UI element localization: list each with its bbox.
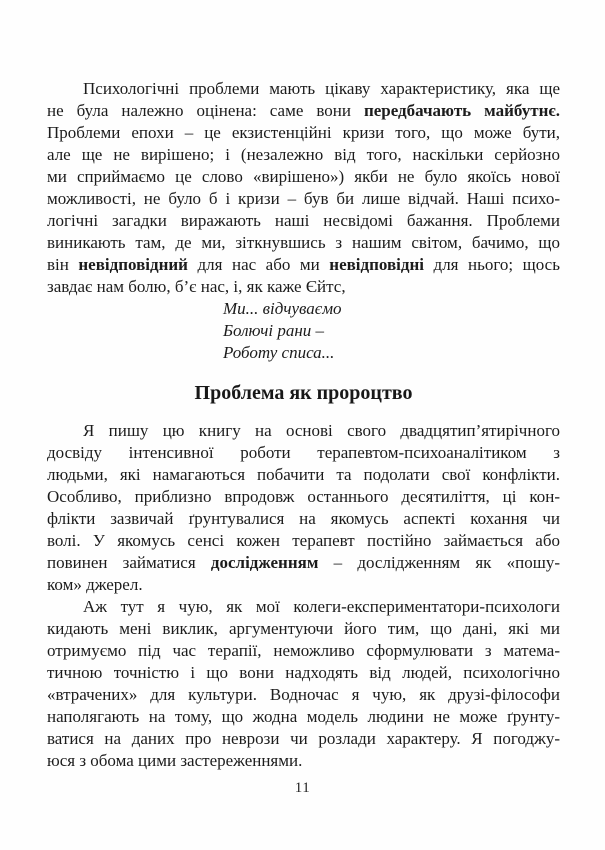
- text-line: [47, 508, 560, 530]
- text-line: [47, 254, 560, 276]
- text-line: [47, 100, 560, 122]
- text-line: [47, 276, 560, 298]
- bold-emphasis: дослідженням: [210, 553, 319, 572]
- text-run: не була належно оцінена: саме вони: [47, 101, 364, 120]
- text-line: [47, 596, 560, 618]
- text-run: людьми, які намагаються побачити та подолати свої конфлікти.: [47, 465, 560, 484]
- text-run: Я пишу цю книгу на основі свого двадцятип’ятирічного: [83, 421, 560, 440]
- text-line: [47, 662, 560, 684]
- text-run: кидають мені виклик, аргументуючи його тим, що дані, які ми: [47, 619, 560, 638]
- verse-line: Роботу списа...: [223, 343, 335, 362]
- text-line: [47, 464, 560, 486]
- text-run: юся з обома цими застереженнями.: [47, 751, 303, 770]
- text-run: ком» джерел.: [47, 575, 143, 594]
- text-line: [47, 640, 560, 662]
- text-run: Психологічні проблеми мають цікаву характеристику, яка ще: [83, 79, 560, 98]
- text-run: виникають там, де ми, зіткнувшись з нашим світом, бачимо, що: [47, 233, 560, 252]
- paragraph: [47, 78, 560, 298]
- bold-emphasis: невідповідні: [329, 255, 425, 274]
- text-run: флікти зазвичай ґрунтувалися на якомусь аспекті кохання чи: [47, 509, 560, 528]
- section-heading: Проблема як пророцтво: [194, 382, 413, 404]
- page-number: 11: [294, 780, 311, 796]
- text-run: повинен займатися: [47, 553, 211, 572]
- text-line: [47, 420, 560, 442]
- text-run: отримуємо під час терапії, неможливо сформулювати з матема-: [47, 641, 560, 660]
- text-run: для нього; щось: [424, 255, 560, 274]
- text-line: [47, 684, 560, 706]
- text-run: для нас або ми: [187, 255, 330, 274]
- text-line: [47, 232, 560, 254]
- text-line: [47, 552, 560, 574]
- text-line: [47, 144, 560, 166]
- text-run: волі. У якомусь сенсі кожен терапевт постійно займається або: [47, 531, 560, 550]
- text-run: наполягають на тому, що жодна модель людини не може ґрунту-: [47, 707, 560, 726]
- bold-emphasis: невідповідний: [78, 255, 188, 274]
- paragraph: [47, 596, 560, 772]
- text-line: [47, 618, 560, 640]
- text-run: досвіду інтенсивної роботи терапевтом-психоаналітиком з: [47, 443, 560, 462]
- text-run: можливості, не було б і кризи – був би лише відчай. Наші психо-: [47, 189, 560, 208]
- verse-line: Болючі рани –: [223, 321, 325, 340]
- bold-emphasis: передбачають майбутнє.: [363, 101, 560, 120]
- verse-line: Ми... відчуваємо: [223, 299, 342, 318]
- text-line: [47, 728, 560, 750]
- text-line: [47, 530, 560, 552]
- text-run: Особливо, приблизно впродовж останнього десятиліття, ці кон-: [47, 487, 560, 506]
- text-run: Проблеми епохи – це екзистенційні кризи того, що може бути,: [47, 123, 560, 142]
- text-line: [47, 166, 560, 188]
- text-line: [47, 210, 560, 232]
- text-line: [47, 442, 560, 464]
- text-line: [47, 574, 560, 596]
- text-run: завдає нам болю, б’є нас, і, як каже Єйтс,: [47, 277, 346, 296]
- text-line: [47, 78, 560, 100]
- text-run: але ще не вирішено; і (незалежно від того, наскільки серйозно: [47, 145, 560, 164]
- verse-quote: [223, 298, 560, 364]
- text-line: [47, 486, 560, 508]
- text-run: він: [47, 255, 79, 274]
- text-run: тичною точністю і що вони надходять від людей, психологічно: [47, 663, 560, 682]
- paragraph: [47, 420, 560, 596]
- text-run: логічні загадки виражають наші несвідомі бажання. Проблеми: [47, 211, 560, 230]
- text-line: [47, 706, 560, 728]
- page-text: [47, 78, 560, 772]
- text-line: [47, 750, 560, 772]
- text-run: – дослідженням як «пошу-: [318, 553, 560, 572]
- text-run: «втрачених» для культури. Водночас я чую, як друзі-філософи: [47, 685, 560, 704]
- text-line: [47, 122, 560, 144]
- text-run: Аж тут я чую, як мої колеги-експериментатори-психологи: [83, 597, 560, 616]
- text-line: [47, 188, 560, 210]
- text-run: ватися на даних про неврози чи розлади характеру. Я погоджу-: [47, 729, 560, 748]
- text-run: ми сприймаємо це слово «вирішено») якби не було якоїсь нової: [47, 167, 560, 186]
